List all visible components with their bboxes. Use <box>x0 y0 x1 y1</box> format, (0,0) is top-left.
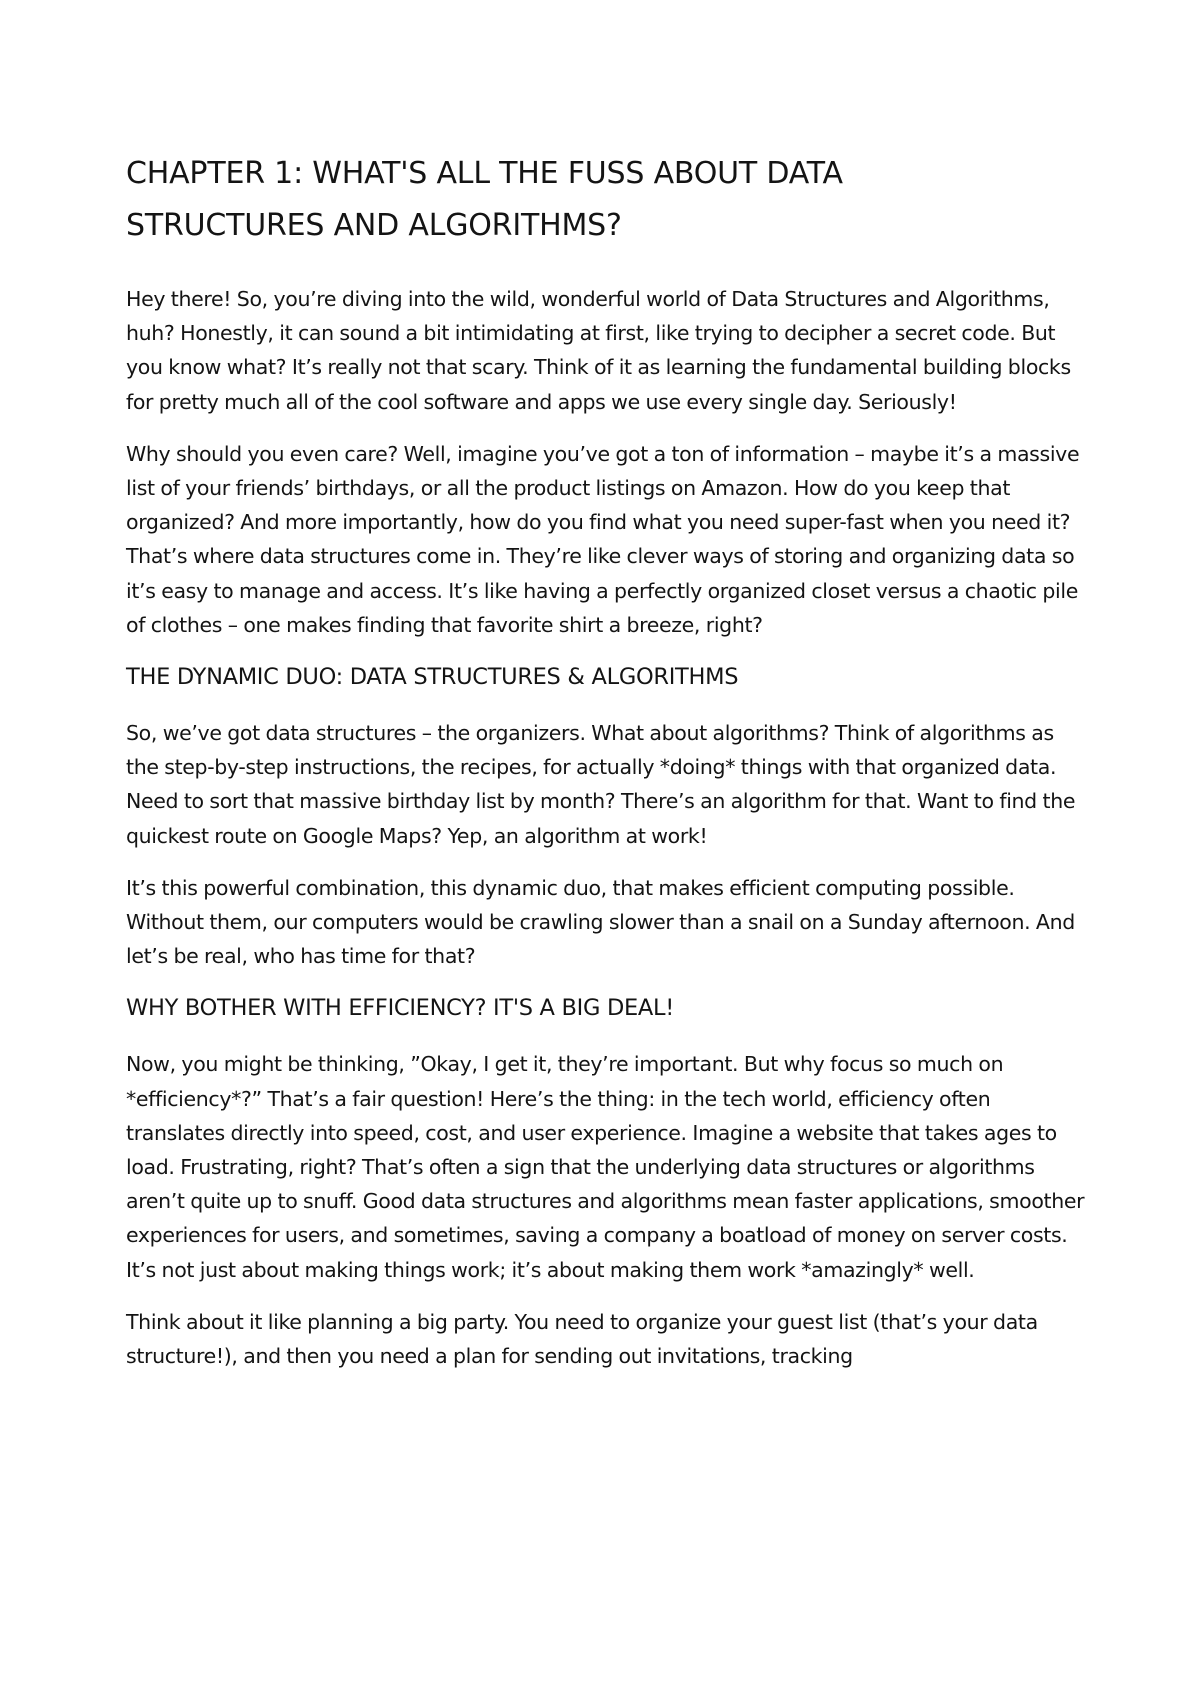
chapter-title: CHAPTER 1: WHAT'S ALL THE FUSS ABOUT DATA STRUCTURES AND ALGORITHMS? <box>126 156 843 243</box>
dynamic-duo-paragraph-1: So, we’ve got data structures – the organizers. What about algorithms? Think of algorithms as the step-by-step instructions, the recipes, for actually *doing* things with that organized data. Need to sort that massive birthday list by month? There’s an algorithm for that. Want to find the quickest route on Google Maps? Yep, an algorithm at work! <box>126 721 1076 848</box>
dynamic-duo-paragraph-2: It’s this powerful combination, this dynamic duo, that makes efficient computing possible. Without them, our computers would be crawling slower than a snail on a Sunday afternoon. And let’s be real, who has time for that? <box>126 875 1075 969</box>
section-heading-dynamic-duo: THE DYNAMIC DUO: DATA STRUCTURES & ALGORITHMS <box>126 664 739 691</box>
section-heading-efficiency: WHY BOTHER WITH EFFICIENCY? IT'S A BIG DEAL! <box>126 995 674 1022</box>
efficiency-paragraph-2: Think about it like planning a big party. You need to organize your guest list (that’s your data structure!), and then you need a plan for sending out invitations, tracking <box>126 1309 1038 1369</box>
intro-paragraph-1: Hey there! So, you’re diving into the wild, wonderful world of Data Structures and Algorithms, huh? Honestly, it can sound a bit intimidating at first, like trying to decipher a secret code. But you know what? It’s really not that scary. Think of it as learning the fundamental building blocks for pretty much all of the cool software and apps we use every single day. Seriously! <box>126 287 1071 414</box>
efficiency-paragraph-1: Now, you might be thinking, ”Okay, I get it, they’re important. But why focus so much on *efficiency*?” That’s a fair question! Here’s the thing: in the tech world, efficiency often translates directly into speed, cost, and user experience. Imagine a website that takes ages to load. Frustrating, right? That’s often a sign that the underlying data structures or algorithms aren’t quite up to snuff. Good data structures and algorithms mean faster applications, smoother experiences for users, and sometimes, saving a company a boatload of money on server costs. It’s not just about making things work; it’s about making them work *amazingly* well. <box>126 1052 1085 1282</box>
intro-paragraph-2: Why should you even care? Well, imagine you’ve got a ton of information – maybe it’s a massive list of your friends’ birthdays, or all the product listings on Amazon. How do you keep that organized? And more importantly, how do you find what you need super-fast when you need it? That’s where data structures come in. They’re like clever ways of storing and organizing data so it’s easy to manage and access. It’s like having a perfectly organized closet versus a chaotic pile of clothes – one makes finding that favorite shirt a breeze, right? <box>126 441 1080 637</box>
